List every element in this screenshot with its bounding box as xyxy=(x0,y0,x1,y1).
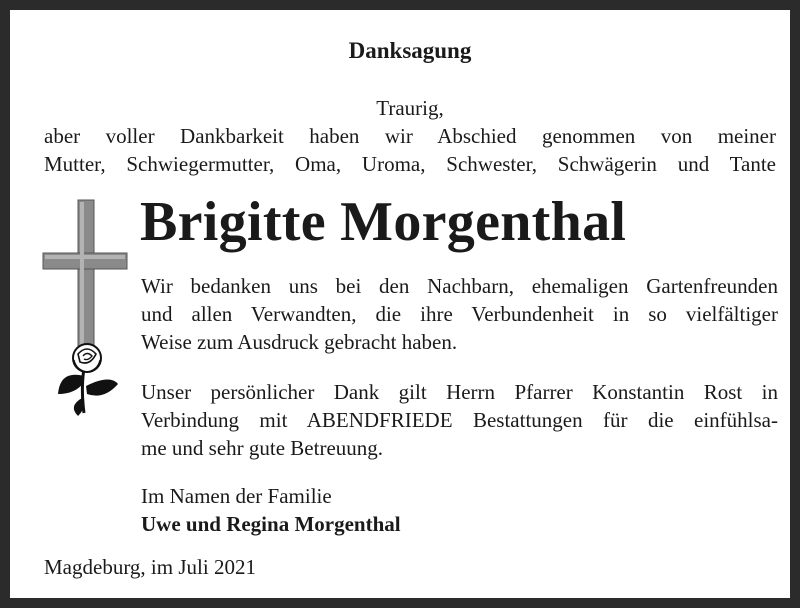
paragraph-1-line-3: Weise zum Ausdruck gebracht haben. xyxy=(141,330,458,354)
paragraph-2-line-3: me und sehr gute Betreuung. xyxy=(141,436,384,460)
deceased-name: Brigitte Morgenthal xyxy=(140,191,627,253)
intro-line-2: aber voller Dankbarkeit haben wir Abschied genommen von meiner xyxy=(44,124,776,148)
signature-preface: Im Namen der Familie xyxy=(141,484,332,508)
paragraph-2-line-1: Unser persönlicher Dank gilt Herrn Pfarrer Konstantin Rost in xyxy=(141,380,778,404)
place-and-date: Magdeburg, im Juli 2021 xyxy=(44,555,256,579)
notice-heading: Danksagung xyxy=(348,38,472,63)
paragraph-1-line-2: und allen Verwandten, die ihre Verbundenheit in so vielfältiger xyxy=(141,302,778,326)
signature-names: Uwe und Regina Morgenthal xyxy=(141,512,401,536)
cross-icon xyxy=(43,200,127,350)
thanks-paragraph-1 xyxy=(141,272,778,356)
thanks-paragraph-2 xyxy=(141,378,778,462)
signature-block xyxy=(141,482,401,538)
rose-icon xyxy=(58,344,118,416)
paragraph-1-line-1: Wir bedanken uns bei den Nachbarn, ehemaligen Gartenfreunden xyxy=(141,274,778,298)
cross-with-rose-emblem xyxy=(40,198,132,420)
intro-text xyxy=(44,94,776,178)
paragraph-2-line-2: Verbindung mit ABENDFRIEDE Bestattungen für die einfühlsa- xyxy=(141,408,778,432)
intro-line-3: Mutter, Schwiegermutter, Oma, Uroma, Schwester, Schwägerin und Tante xyxy=(44,152,776,176)
intro-line-1: Traurig, xyxy=(376,96,444,120)
